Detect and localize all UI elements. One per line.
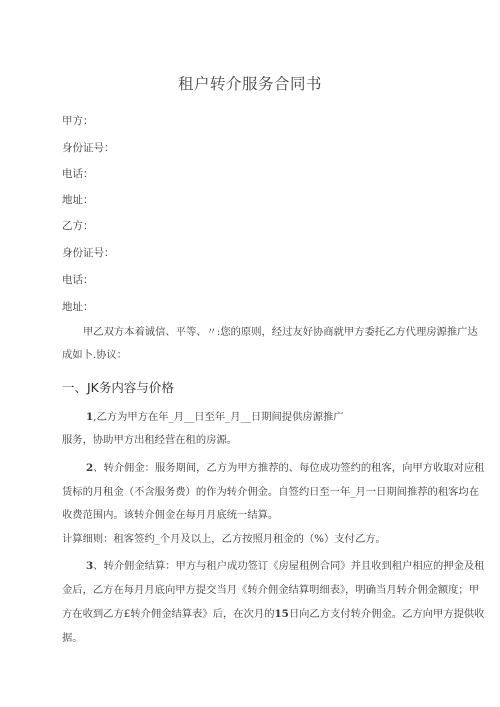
- item-2-text-1: 、转介佣金：服务期间，乙方为甲方推荐的、每位成功签约的租客，向甲方收取对应租: [93, 462, 485, 474]
- party-b-phone-label: 电话：: [62, 274, 94, 286]
- preamble-line-2: 成如卜.协议：: [62, 349, 128, 361]
- item-1-line-1: [86, 408, 471, 423]
- item-3-line-2: 金后，乙方在每月月底向甲方提交当月《转介佣金结算明细表》，明确当月转介佣金额度；甲: [62, 584, 480, 596]
- section-1-heading: 一、JK务内容与价格: [62, 380, 174, 395]
- item-2-line-2: 赁标的月租金（不含服务费）的作为转介佣金。自签约日至一年_月一日期间推荐的租客均在: [62, 486, 480, 498]
- party-b-address-label: 地址：: [62, 301, 94, 313]
- item-2-number: 2: [86, 462, 94, 474]
- party-a-address-label: 地址：: [62, 194, 94, 206]
- item-3-text-1: 、转介佣金结算：甲方与租户成功签订《房屋租例合同》并且收到租户相应的押金及租: [93, 560, 485, 572]
- party-b-label: 乙方：: [62, 220, 94, 232]
- party-b-id-label: 身份证号：: [62, 247, 115, 259]
- item-3-line-1: [86, 557, 485, 572]
- item-3-line-3: [62, 605, 485, 620]
- party-a-id-label: 身份证号：: [62, 142, 115, 154]
- item-3-line-4: 据。: [62, 632, 83, 644]
- item-2-line-3: 收费范围内。该转介佣金在每月月底统一结算。: [62, 509, 279, 521]
- item-1-number: 1: [86, 411, 94, 423]
- item-1-text-1: ,乙方为甲方在年_月__日至年_月__日期间提供房源推广: [93, 411, 344, 423]
- document-title: 租户转介服务合同书: [177, 75, 322, 93]
- preamble-line-1: 甲乙双方本着诚信、平等、〃:您的原则，经过友好协商就甲方委托乙方代理房源推广达: [83, 326, 478, 338]
- party-a-phone-label: 电话：: [62, 168, 94, 180]
- calculation-rule: 计算细则：租客签约_个月及以上，乙方按照月租金的（%）支付乙方。: [62, 533, 386, 545]
- item-3-text-3b: 日向乙方支付转介佣金。乙方向甲方提供收: [288, 608, 485, 620]
- item-1-line-2: 服务，协助甲方出租经营在租的房源。: [62, 434, 238, 446]
- item-3-text-3a: 方在收到乙方£转介佣金结算表》后，在次月的: [62, 608, 275, 620]
- party-a-label: 甲方：: [62, 115, 94, 127]
- item-3-number: 3: [86, 560, 94, 572]
- item-2-line-1: [86, 459, 485, 474]
- item-3-day: 15: [274, 608, 289, 620]
